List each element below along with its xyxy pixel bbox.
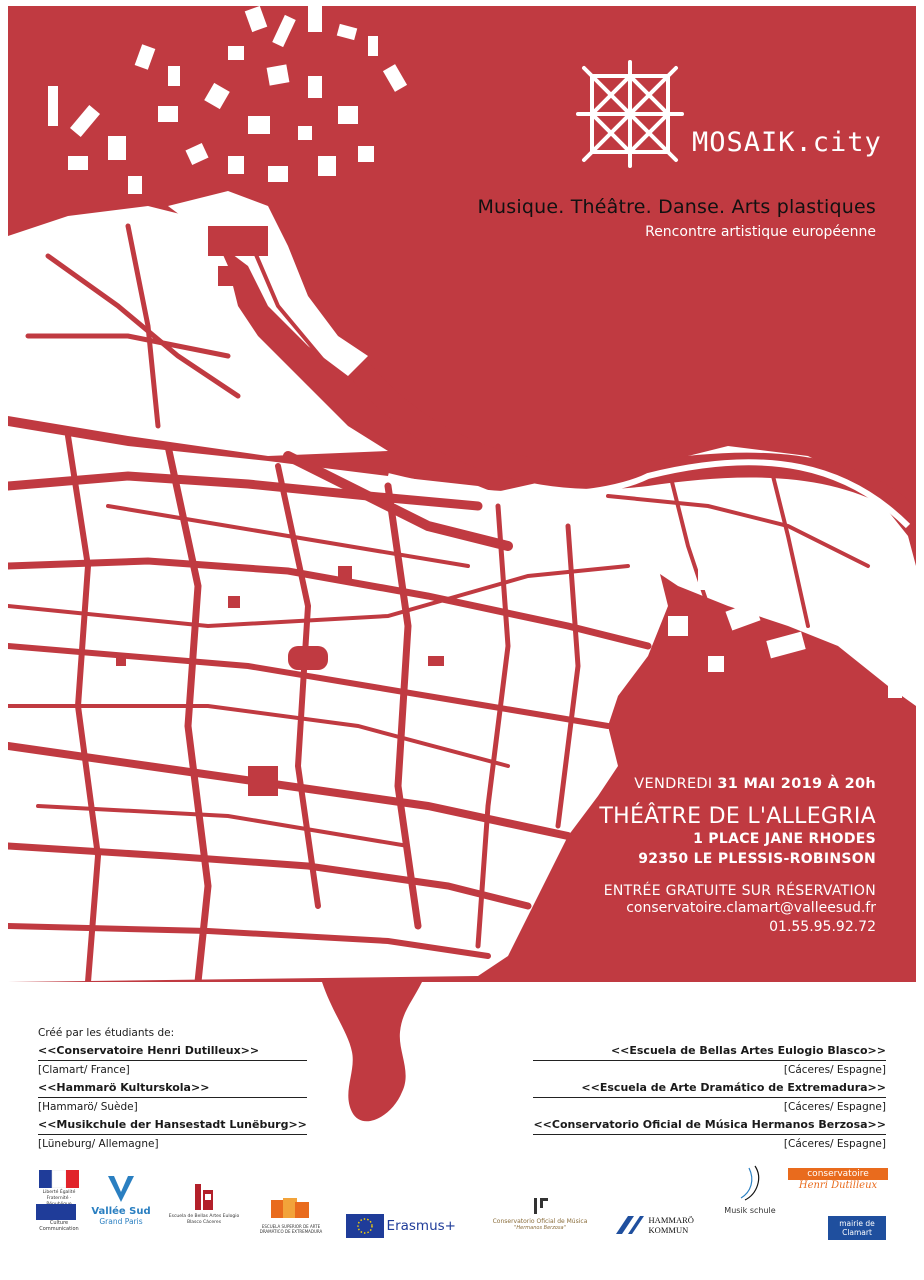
hammaro-text-1: HAMMARÖ [648, 1215, 694, 1225]
school-place: [Cáceres/ Espagne] [533, 1060, 886, 1079]
hammaro-text-2: KOMMUN [648, 1225, 689, 1235]
culture-logo [36, 1204, 82, 1232]
musikschule-logo [724, 1164, 776, 1215]
esad-icon [269, 1196, 313, 1222]
dutilleux-text-2: Henri Dutilleux [798, 1180, 878, 1191]
musikschule-text: Musik schule [724, 1206, 776, 1215]
event-address-line2: 92350 LE PLESSIS-ROBINSON [638, 851, 876, 867]
mosaik-logo-icon [574, 58, 686, 170]
erasmus-text: Erasmus+ [386, 1218, 456, 1234]
event-date [599, 776, 876, 792]
event-email[interactable]: conservatoire.clamart@valleesud.fr [626, 900, 876, 916]
event-info [599, 776, 876, 937]
credits-right [533, 1042, 886, 1153]
musikschule-icon [735, 1164, 765, 1204]
event-entry: ENTRÉE GRATUITE SUR RÉSERVATION [603, 883, 876, 899]
event-datetime: 31 MAI 2019 À 20h [717, 776, 876, 792]
eu-flag-icon [346, 1214, 384, 1238]
hammaro-logo [614, 1214, 714, 1236]
conservatorio-text: Conservatorio Oficial de Música [492, 1218, 588, 1225]
bellas-artes-logo [164, 1182, 244, 1226]
sponsor-logos [0, 1160, 924, 1250]
esad-logo [256, 1196, 326, 1234]
school-place: [Lüneburg/ Allemagne] [38, 1134, 307, 1153]
event-phone[interactable]: 01.55.95.92.72 [769, 919, 876, 935]
vallee-name: Vallée Sud [91, 1206, 151, 1217]
tricolor-flag-icon [39, 1170, 79, 1188]
event-address-line1: 1 PLACE JANE RHODES [693, 831, 876, 847]
poster-background [8, 6, 916, 982]
vallee-sud-logo [90, 1174, 152, 1226]
dutilleux-text-1: conservatoire [788, 1168, 888, 1180]
hammaro-icon [614, 1214, 646, 1236]
credits-left [38, 1024, 307, 1153]
conservatorio-sub: "Hermanos Berzosa" [514, 1225, 566, 1231]
map-drip-shape [322, 982, 422, 1132]
subtagline: Rencontre artistique européenne [645, 224, 876, 240]
dutilleux-logo [788, 1168, 888, 1191]
event-venue: THÉÂTRE DE L'ALLEGRIA [599, 804, 876, 829]
school-place: [Cáceres/ Espagne] [533, 1134, 886, 1153]
vallee-v-icon [106, 1174, 136, 1204]
school-name: <<Escuela de Arte Dramático de Extremadura>> [581, 1081, 886, 1094]
brand-name: MOSAIK.city [692, 127, 882, 158]
culture-text: Culture Communication [39, 1220, 79, 1232]
school-name: <<Musikchule der Hansestadt Lunëburg>> [38, 1118, 307, 1131]
esad-text: ESCUELA SUPERIOR DE ARTE DRAMÁTICO DE EXTREMADURA [259, 1224, 323, 1234]
bellas-artes-icon [193, 1182, 215, 1212]
school-place: [Cáceres/ Espagne] [533, 1097, 886, 1116]
school-name: <<Hammarö Kulturskola>> [38, 1081, 210, 1094]
school-name: <<Conservatoire Henri Dutilleux>> [38, 1044, 260, 1057]
conservatorio-icon [530, 1196, 550, 1216]
tagline: Musique. Théâtre. Danse. Arts plastiques [477, 196, 876, 218]
culture-flag-icon [36, 1204, 76, 1220]
school-place: [Clamart/ France] [38, 1060, 307, 1079]
school-name: <<Escuela de Bellas Artes Eulogio Blasco>> [610, 1044, 886, 1057]
republique-text: Liberté Égalité Fraternité · [42, 1190, 76, 1201]
credits-intro: Créé par les étudiants de: [38, 1027, 175, 1039]
erasmus-logo [346, 1214, 470, 1238]
clamart-logo: mairie de Clamart [828, 1216, 886, 1240]
bellas-artes-text: Escuela de Bellas Artes Eulogio Blasco Cáceres [168, 1214, 240, 1225]
vallee-sub: Grand Paris [99, 1217, 143, 1226]
school-name: <<Conservatorio Oficial de Música Hermanos Berzosa>> [533, 1118, 886, 1131]
event-day: VENDREDI [634, 776, 713, 792]
conservatorio-logo [490, 1196, 590, 1231]
school-place: [Hammarö/ Suède] [38, 1097, 307, 1116]
